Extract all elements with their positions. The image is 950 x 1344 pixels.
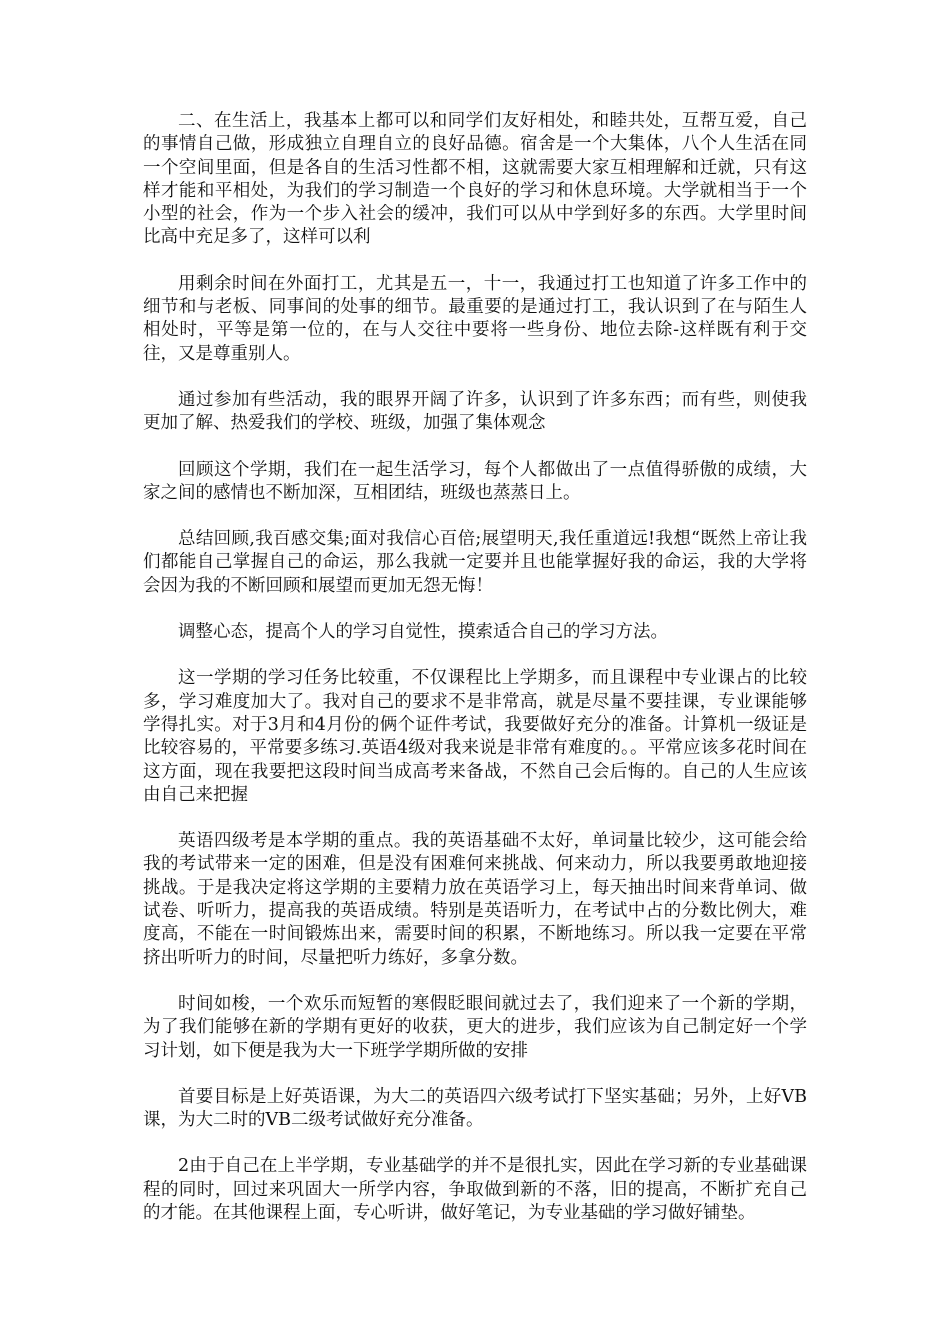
paragraph-3: 通过参加有些活动，我的眼界开阔了许多，认识到了许多东西；而有些，则使我更加了解、热爱我们的学校、班级，加强了集体观念 — [143, 389, 807, 434]
paragraph-1: 二、在生活上，我基本上都可以和同学们友好相处，和睦共处，互帮互爱，自己的事情自己做，形成独立自理自立的良好品德。宿舍是一个大集体，八个人生活在同一个空间里面，但是各自的生活习性都不相，这就需要大家互相理解和迁就，只有这样才能和平相处，为我们的学习制造一个良好的学习和休息环境。大学就相当于一个小型的社会，作为一个步入社会的缓冲，我们可以从中学到好多的东西。大学里时间比高中充足多了，这样可以利 — [143, 111, 807, 248]
paragraph-4: 回顾这个学期，我们在一起生活学习，每个人都做出了一点值得骄傲的成绩，大家之间的感情也不断加深，互相团结，班级也蒸蒸日上。 — [143, 459, 807, 503]
paragraph-2: 用剩余时间在外面打工，尤其是五一，十一，我通过打工也知道了许多工作中的细节和与老板、同事间的处事的细节。最重要的是通过打工，我认识到了在与陌生人相处时，平等是第一位的，在与人交往中要将一些身份、地位去除-这样既有利于交往，又是尊重别人。 — [143, 273, 807, 364]
paragraph-11: 2由于自己在上半学期，专业基础学的并不是很扎实，因此在学习新的专业基础课程的同时，回过来巩固大一所学内容，争取做到新的不落，旧的提高，不断扩充自己的才能。在其他课程上面，专心听讲，做好笔记，为专业基础的学习做好铺垫。 — [143, 1156, 807, 1223]
paragraph-8: 英语四级考是本学期的重点。我的英语基础不太好，单词量比较少，这可能会给我的考试带来一定的困难，但是没有困难何来挑战、何来动力，所以我要勇敢地迎接挑战。于是我决定将这学期的主要精力放在英语学习上，每天抽出时间来背单词、做试卷、听听力，提高我的英语成绩。特别是英语听力，在考试中占的分数比例大，难度高，不能在一时间锻炼出来，需要时间的积累，不断地练习。所以我一定要在平常挤出听听力的时间，尽量把听力练好，多拿分数。 — [143, 831, 807, 968]
paragraph-6: 调整心态，提高个人的学习自觉性，摸索适合自己的学习方法。 — [178, 622, 668, 643]
paragraph-7: 这一学期的学习任务比较重，不仅课程比上学期多，而且课程中专业课占的比较多，学习难度加大了。我对自己的要求不是非常高，就是尽量不要挂课，专业课能够学得扎实。对于3月和4月份的俩个证件考试，我要做好充分的准备。计算机一级证是比较容易的，平常要多练习.英语4级对我来说是非常有难度的。。平常应该多花时间在这方面，现在我要把这段时间当成高考来备战，不然自己会后悔的。自己的人生应该由自己来把握 — [143, 668, 807, 805]
document-body — [143, 110, 807, 1248]
paragraph-10: 首要目标是上好英语课，为大二的英语四六级考试打下坚实基础；另外，上好VB课，为大二时的VB二级考试做好充分准备。 — [143, 1086, 807, 1131]
paragraph-5: 总结回顾,我百感交集;面对我信心百倍;展望明天,我任重道远!我想“既然上帝让我们都能自己掌握自己的命运，那么我就一定要并且也能掌握好我的命运，我的大学将会因为我的不断回顾和展望而更加无怨无悔！ — [143, 529, 807, 596]
paragraph-9: 时间如梭，一个欢乐而短暂的寒假眨眼间就过去了，我们迎来了一个新的学期，为了我们能够在新的学期有更好的收获，更大的进步，我们应该为自己制定好一个学习计划，如下便是我为大一下班学学期所做的安排 — [143, 993, 807, 1061]
